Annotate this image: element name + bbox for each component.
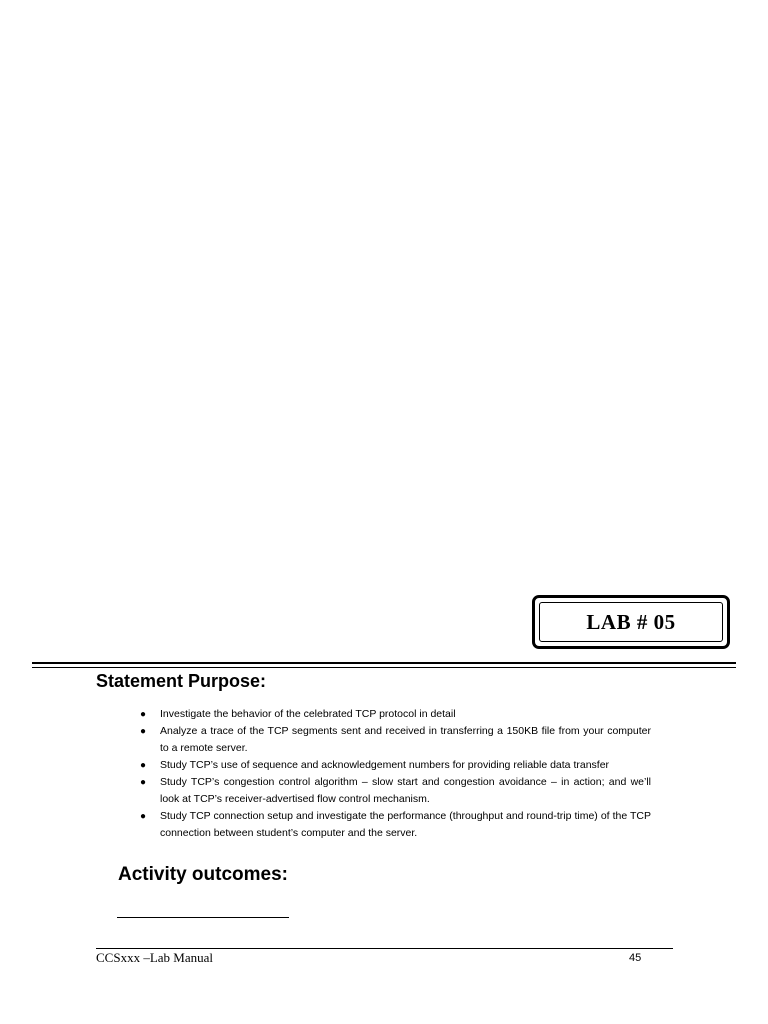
lab-number-label: LAB # 05	[539, 602, 723, 642]
list-item-text: Investigate the behavior of the celebrated TCP protocol in detail	[160, 708, 456, 720]
list-item-text: Study TCP’s congestion control algorithm – slow start and congestion avoidance – in action; and we’ll look at TCP’s receiver-advertised flow control mechanism.	[160, 776, 651, 805]
list-item	[138, 774, 651, 808]
list-item	[138, 706, 651, 723]
footer-manual-title: CCSxxx –Lab Manual	[96, 950, 213, 965]
lab-number-box	[532, 595, 730, 649]
list-item	[138, 723, 651, 757]
header-rule-thick	[32, 662, 736, 664]
bullet-icon: ●	[140, 726, 147, 737]
footer-page-number: 45	[629, 952, 642, 964]
bullet-icon: ●	[140, 811, 147, 822]
list-item-text: Study TCP’s use of sequence and acknowledgement numbers for providing reliable data transfer	[160, 759, 610, 771]
statement-purpose-list	[138, 706, 651, 842]
statement-purpose-heading: Statement Purpose:	[96, 671, 267, 691]
activity-underline	[117, 917, 289, 918]
list-item-text: Analyze a trace of the TCP segments sent and received in transferring a 150KB file from your computer to a remote server.	[160, 725, 651, 754]
footer-rule	[96, 948, 673, 949]
bullet-icon: ●	[140, 777, 147, 788]
bullet-icon: ●	[140, 709, 147, 720]
list-item	[138, 757, 651, 774]
list-item	[138, 808, 651, 842]
header-rule-thin	[32, 667, 736, 668]
list-item-text: Study TCP connection setup and investigate the performance (throughput and round-trip time) of the TCP connection between student’s computer and the server.	[160, 810, 651, 839]
bullet-icon: ●	[140, 760, 147, 771]
activity-outcomes-heading: Activity outcomes:	[118, 864, 288, 885]
